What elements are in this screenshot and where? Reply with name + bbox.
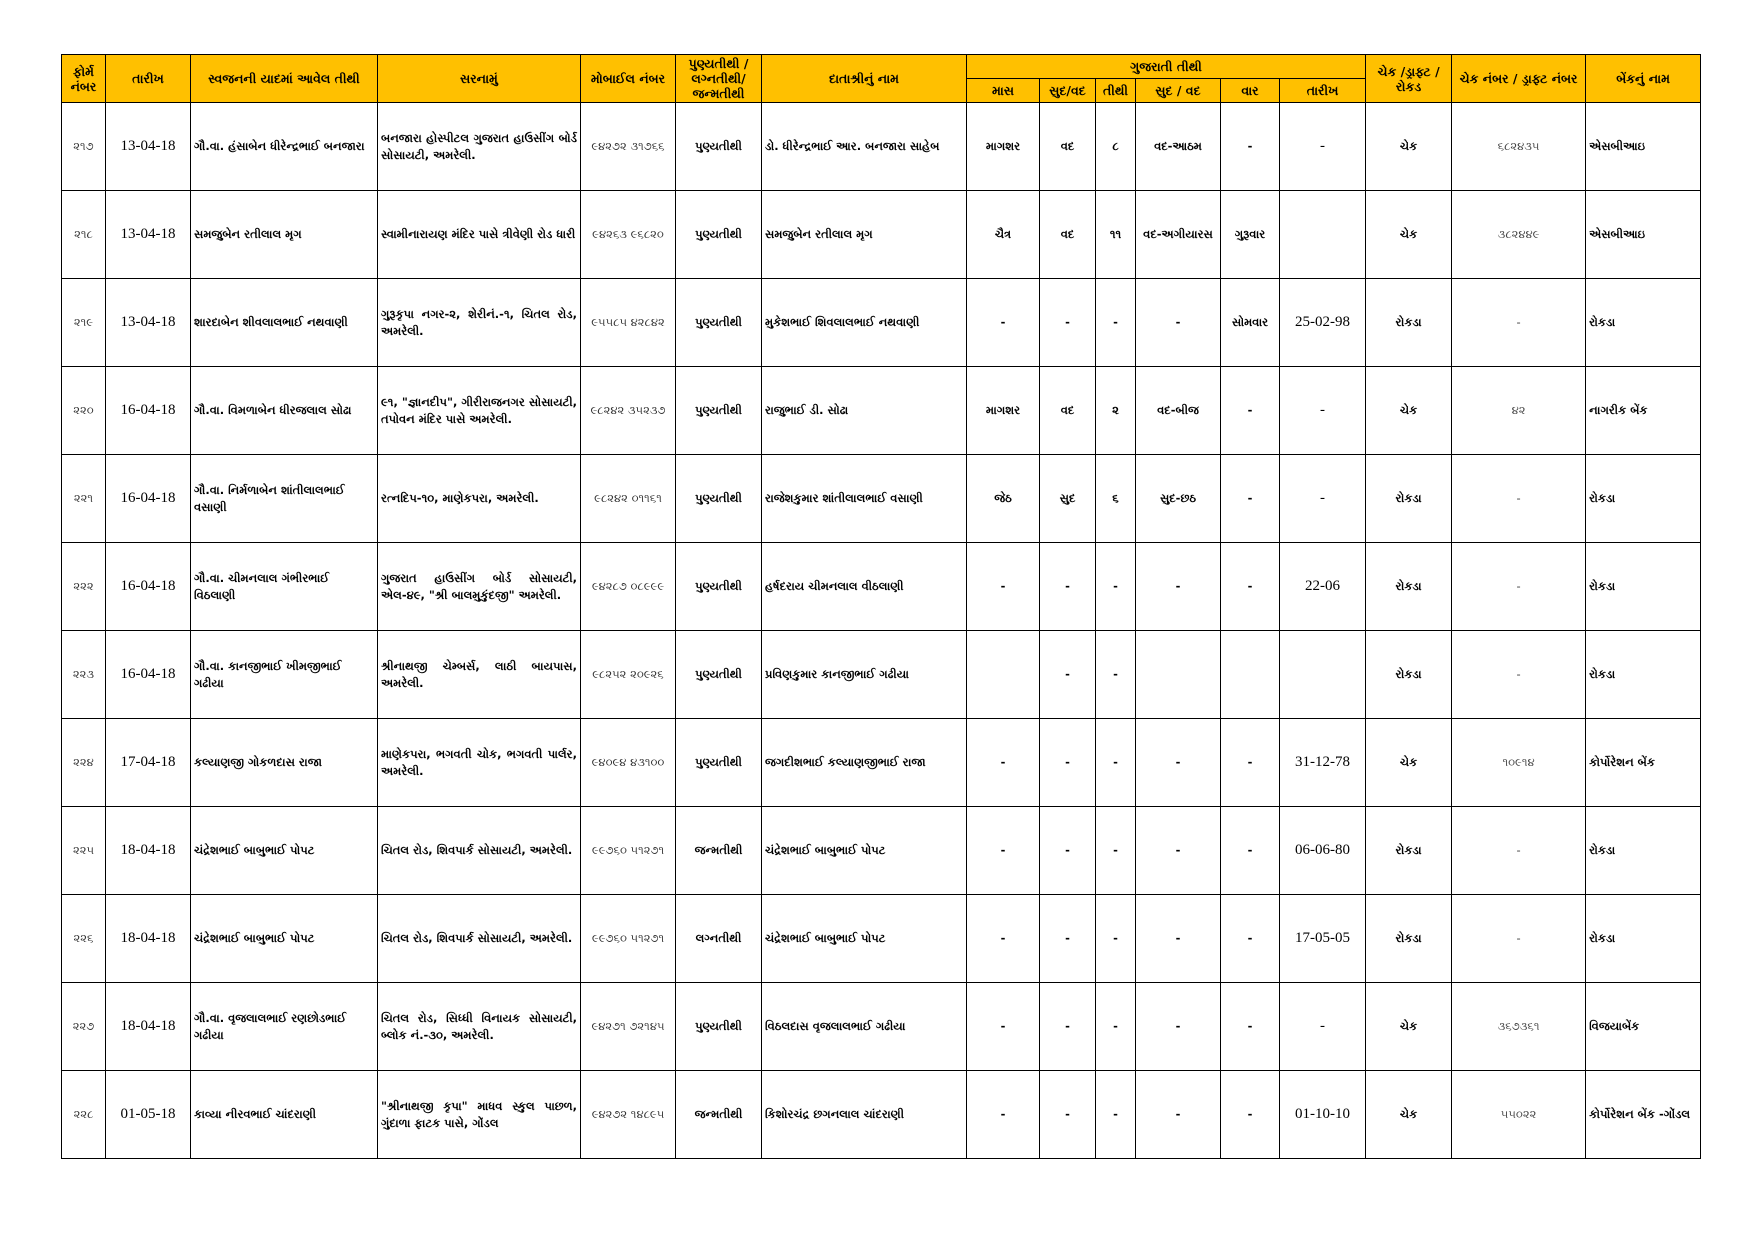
cell-donor-name: ચંદ્રેશભાઈ બાબુભાઈ પોપટ <box>762 807 967 895</box>
cell-occasion: જન્મતીથી <box>676 807 762 895</box>
cell-tithi: - <box>1096 631 1136 719</box>
table-body <box>62 103 1701 1159</box>
cell-address: "શ્રીનાથજી કૃપા" માધવ સ્કુલ પાછળ, ગુંદાળા ફાટક પાસે, ગોંડલ <box>378 1071 581 1159</box>
cell-mobile: ૯૪૨૭૨ ૩૧૭૬૬ <box>581 103 676 191</box>
cell-date: 13-04-18 <box>106 191 191 279</box>
header-address: સરનામું <box>378 55 581 103</box>
cell-sud-vad-text: - <box>1136 983 1221 1071</box>
cell-sud-vad: વદ <box>1040 367 1096 455</box>
cell-date: 16-04-18 <box>106 455 191 543</box>
cell-sud-vad-text: સુદ-છઠ <box>1136 455 1221 543</box>
header-gujarati-tithi: ગુજરાતી તીથી <box>967 55 1366 79</box>
cell-occasion: પુણ્યતીથી <box>676 279 762 367</box>
cell-sud-vad: - <box>1040 807 1096 895</box>
cell-weekday: - <box>1221 895 1280 983</box>
table-row <box>62 895 1701 983</box>
cell-month: - <box>967 719 1040 807</box>
cell-weekday: - <box>1221 983 1280 1071</box>
cell-weekday: - <box>1221 367 1280 455</box>
cell-form-no: ૨૨૭ <box>62 983 106 1071</box>
cell-occasion: પુણ્યતીથી <box>676 367 762 455</box>
cell-tithi: ૮ <box>1096 103 1136 191</box>
cell-mobile: ૯૪૦૯૪ ૪૩૧૦૦ <box>581 719 676 807</box>
cell-month: જેઠ <box>967 455 1040 543</box>
cell-month: - <box>967 1071 1040 1159</box>
cell-mobile: ૯૪૨૮૭ ૦૮૯૯૯ <box>581 543 676 631</box>
cell-address: ચિતલ રોડ, સિધ્ધી વિનાયક સોસાયટી, બ્લોક નં.-૩૦, અમરેલી. <box>378 983 581 1071</box>
cell-address: ૯૧, "જ્ઞાનદીપ", ગીરીરાજનગર સોસાયટી, તપોવન મંદિર પાસે અમરેલી. <box>378 367 581 455</box>
cell-sud-vad: - <box>1040 1071 1096 1159</box>
cell-donor-name: કિશોરચંદ્ર છગનલાલ ચાંદરાણી <box>762 1071 967 1159</box>
header-weekday: વાર <box>1221 79 1280 103</box>
cell-date: 13-04-18 <box>106 103 191 191</box>
cell-month: - <box>967 895 1040 983</box>
table-header <box>62 55 1701 103</box>
cell-donor-name: રાજુભાઈ ડી. સોઢા <box>762 367 967 455</box>
cell-sud-vad-text: - <box>1136 895 1221 983</box>
cell-payment-mode: રોકડા <box>1366 895 1452 983</box>
header-occasion: પુણ્યતીથી / લગ્નતીથી/ જન્મતીથી <box>676 55 762 103</box>
cell-sud-vad-text: વદ-અગીયારસ <box>1136 191 1221 279</box>
cell-date: 18-04-18 <box>106 983 191 1071</box>
cell-tithi: ૧૧ <box>1096 191 1136 279</box>
cell-donor-name: ડો. ધીરેન્દ્રભાઈ આર. બનજારા સાહેબ <box>762 103 967 191</box>
cell-bank-name: રોકડા <box>1586 543 1701 631</box>
cell-payment-mode: ચેક <box>1366 191 1452 279</box>
cell-weekday: સોમવાર <box>1221 279 1280 367</box>
donation-register-table <box>61 54 1701 1159</box>
cell-tithi-date: - <box>1280 455 1366 543</box>
cell-tithi: - <box>1096 807 1136 895</box>
cell-payment-mode: ચેક <box>1366 103 1452 191</box>
cell-memorial-name: કલ્યાણજી ગોકળદાસ રાજા <box>191 719 378 807</box>
cell-payment-mode: ચેક <box>1366 983 1452 1071</box>
cell-memorial-name: ગૌ.વા. હંસાબેન ધીરેન્દ્રભાઈ બનજારા <box>191 103 378 191</box>
cell-memorial-name: ગૌ.વા. કાનજીભાઈ ખીમજીભાઈ ગઢીયા <box>191 631 378 719</box>
header-cheque-no: ચેક નંબર / ડ્રાફ્ટ નંબર <box>1452 55 1586 103</box>
cell-date: 13-04-18 <box>106 279 191 367</box>
cell-month: - <box>967 543 1040 631</box>
cell-tithi-date: 01-10-10 <box>1280 1071 1366 1159</box>
table-row <box>62 367 1701 455</box>
cell-address: માણેકપરા, ભગવતી ચોક, ભગવતી પાર્લર, અમરેલી. <box>378 719 581 807</box>
cell-tithi: - <box>1096 543 1136 631</box>
cell-donor-name: મુકેશભાઈ શિવલાલભાઈ નથવાણી <box>762 279 967 367</box>
cell-form-no: ૨૨૬ <box>62 895 106 983</box>
cell-cheque-no: - <box>1452 807 1586 895</box>
header-memorial-tithi: સ્વજનની યાદમાં આવેલ તીથી <box>191 55 378 103</box>
cell-payment-mode: ચેક <box>1366 1071 1452 1159</box>
cell-address: ગુજરાત હાઉસીંગ બોર્ડ સોસાયટી, એલ-૪૯, "શ્રી બાલમુકુંદજી" અમરેલી. <box>378 543 581 631</box>
cell-occasion: જન્મતીથી <box>676 1071 762 1159</box>
header-payment-mode: ચેક /ડ્રાફ્ટ / રોકડ <box>1366 55 1452 103</box>
header-date: તારીખ <box>106 55 191 103</box>
cell-occasion: પુણ્યતીથી <box>676 631 762 719</box>
cell-weekday: - <box>1221 103 1280 191</box>
cell-sud-vad-text: - <box>1136 543 1221 631</box>
cell-occasion: પુણ્યતીથી <box>676 543 762 631</box>
cell-date: 16-04-18 <box>106 367 191 455</box>
cell-weekday: ગુરૂવાર <box>1221 191 1280 279</box>
cell-form-no: ૨૨૪ <box>62 719 106 807</box>
cell-tithi-date: 25-02-98 <box>1280 279 1366 367</box>
cell-month: ચૈત્ર <box>967 191 1040 279</box>
cell-cheque-no: ૩૬૭૩૬૧ <box>1452 983 1586 1071</box>
cell-tithi-date: - <box>1280 983 1366 1071</box>
cell-weekday: - <box>1221 455 1280 543</box>
cell-date: 18-04-18 <box>106 807 191 895</box>
cell-mobile: ૯૮૨૫૨ ૨૦૯૨૬ <box>581 631 676 719</box>
cell-address: ચિતલ રોડ, શિવપાર્ક સોસાયટી, અમરેલી. <box>378 807 581 895</box>
cell-sud-vad: - <box>1040 543 1096 631</box>
cell-address: ગુરૂકૃપા નગર-૨, શેરીનં.-૧, ચિતલ રોડ, અમરેલી. <box>378 279 581 367</box>
cell-payment-mode: રોકડા <box>1366 631 1452 719</box>
cell-cheque-no: ૫૫૦૨૨ <box>1452 1071 1586 1159</box>
cell-bank-name: વિજયાબેંક <box>1586 983 1701 1071</box>
cell-tithi: - <box>1096 895 1136 983</box>
cell-tithi: - <box>1096 719 1136 807</box>
cell-mobile: ૯૪૨૭૧ ૭૨૧૪૫ <box>581 983 676 1071</box>
cell-tithi-date: 17-05-05 <box>1280 895 1366 983</box>
cell-occasion: પુણ્યતીથી <box>676 719 762 807</box>
cell-sud-vad: વદ <box>1040 191 1096 279</box>
cell-cheque-no: - <box>1452 279 1586 367</box>
cell-payment-mode: ચેક <box>1366 367 1452 455</box>
cell-donor-name: વિઠલદાસ વૃજલાલભાઈ ગઢીયા <box>762 983 967 1071</box>
cell-sud-vad-text: - <box>1136 1071 1221 1159</box>
cell-tithi: - <box>1096 279 1136 367</box>
header-tithi-date: તારીખ <box>1280 79 1366 103</box>
cell-donor-name: હર્ષદરાય ચીમનલાલ વીઠલાણી <box>762 543 967 631</box>
cell-donor-name: ચંદ્રેશભાઈ બાબુભાઈ પોપટ <box>762 895 967 983</box>
header-donor-name: દાતાશ્રીનું નામ <box>762 55 967 103</box>
cell-memorial-name: ગૌ.વા. વૃજલાલભાઈ રણછોડભાઈ ગઢીયા <box>191 983 378 1071</box>
cell-memorial-name: ચંદ્રેશભાઈ બાબુભાઈ પોપટ <box>191 895 378 983</box>
cell-sud-vad-text: વદ-આઠમ <box>1136 103 1221 191</box>
cell-bank-name: રોકડા <box>1586 455 1701 543</box>
cell-bank-name: કોર્પોરેશન બેંક -ગોંડલ <box>1586 1071 1701 1159</box>
cell-cheque-no: - <box>1452 455 1586 543</box>
table-row <box>62 983 1701 1071</box>
cell-month <box>967 631 1040 719</box>
cell-payment-mode: રોકડા <box>1366 543 1452 631</box>
cell-cheque-no: - <box>1452 543 1586 631</box>
cell-sud-vad-text <box>1136 631 1221 719</box>
cell-form-no: ૨૨૩ <box>62 631 106 719</box>
header-form-no: ફોર્મ નંબર <box>62 55 106 103</box>
cell-form-no: ૨૨૮ <box>62 1071 106 1159</box>
cell-weekday <box>1221 631 1280 719</box>
cell-payment-mode: રોકડા <box>1366 455 1452 543</box>
cell-tithi: - <box>1096 983 1136 1071</box>
cell-bank-name: એસબીઆઇ <box>1586 191 1701 279</box>
cell-cheque-no: ૪૨ <box>1452 367 1586 455</box>
cell-mobile: ૯૮૨૪૨ ૩૫૨૩૭ <box>581 367 676 455</box>
cell-donor-name: જગદીશભાઈ કલ્યાણજીભાઈ રાજા <box>762 719 967 807</box>
cell-bank-name: નાગરીક બેંક <box>1586 367 1701 455</box>
cell-date: 18-04-18 <box>106 895 191 983</box>
cell-bank-name: રોકડા <box>1586 279 1701 367</box>
cell-payment-mode: ચેક <box>1366 719 1452 807</box>
header-bank-name: બેંકનું નામ <box>1586 55 1701 103</box>
cell-form-no: ૨૧૯ <box>62 279 106 367</box>
cell-memorial-name: ગૌ.વા. ચીમનલાલ ગંભીરભાઈ વિઠલાણી <box>191 543 378 631</box>
table-row <box>62 1071 1701 1159</box>
cell-memorial-name: સમજુબેન રતીલાલ મૃગ <box>191 191 378 279</box>
cell-cheque-no: - <box>1452 631 1586 719</box>
cell-bank-name: રોકડા <box>1586 895 1701 983</box>
cell-memorial-name: કાવ્યા નીરવભાઈ ચાંદરાણી <box>191 1071 378 1159</box>
cell-memorial-name: ગૌ.વા. નિર્મળાબેન શાંતીલાલભાઈ વસાણી <box>191 455 378 543</box>
cell-sud-vad-text: વદ-બીજ <box>1136 367 1221 455</box>
table-row <box>62 455 1701 543</box>
cell-tithi-date: 22-06 <box>1280 543 1366 631</box>
cell-tithi: ૨ <box>1096 367 1136 455</box>
cell-cheque-no: - <box>1452 895 1586 983</box>
cell-form-no: ૨૨૧ <box>62 455 106 543</box>
cell-address: શ્રીનાથજી ચેમ્બર્સ, લાઠી બાયપાસ, અમરેલી. <box>378 631 581 719</box>
cell-sud-vad-text: - <box>1136 807 1221 895</box>
cell-occasion: લગ્નતીથી <box>676 895 762 983</box>
cell-form-no: ૨૨૫ <box>62 807 106 895</box>
cell-bank-name: રોકડા <box>1586 631 1701 719</box>
cell-mobile: ૯૯૭૬૦ ૫૧૨૭૧ <box>581 895 676 983</box>
cell-tithi-date <box>1280 191 1366 279</box>
cell-address: રત્નદિપ-૧૦, માણેકપરા, અમરેલી. <box>378 455 581 543</box>
table-row <box>62 719 1701 807</box>
cell-month: - <box>967 279 1040 367</box>
cell-sud-vad: - <box>1040 631 1096 719</box>
cell-bank-name: કોર્પોરેશન બેંક <box>1586 719 1701 807</box>
cell-donor-name: પ્રવિણકુમાર કાનજીભાઈ ગઢીયા <box>762 631 967 719</box>
cell-mobile: ૯૯૭૬૦ ૫૧૨૭૧ <box>581 807 676 895</box>
cell-payment-mode: રોકડા <box>1366 807 1452 895</box>
cell-sud-vad-text: - <box>1136 719 1221 807</box>
table-row <box>62 631 1701 719</box>
table-row <box>62 807 1701 895</box>
cell-occasion: પુણ્યતીથી <box>676 983 762 1071</box>
cell-occasion: પુણ્યતીથી <box>676 455 762 543</box>
cell-date: 17-04-18 <box>106 719 191 807</box>
cell-bank-name: એસબીઆઇ <box>1586 103 1701 191</box>
table-row <box>62 543 1701 631</box>
cell-date: 16-04-18 <box>106 543 191 631</box>
cell-sud-vad: - <box>1040 983 1096 1071</box>
cell-weekday: - <box>1221 807 1280 895</box>
cell-donor-name: રાજેશકુમાર શાંતીલાલભાઈ વસાણી <box>762 455 967 543</box>
cell-cheque-no: ૬૮૨૪૩૫ <box>1452 103 1586 191</box>
table-row <box>62 279 1701 367</box>
cell-tithi: - <box>1096 1071 1136 1159</box>
cell-sud-vad: સુદ <box>1040 455 1096 543</box>
cell-mobile: ૯૫૫૮૫ ૪૨૮૪૨ <box>581 279 676 367</box>
cell-address: બનજારા હોસ્પીટલ ગુજરાત હાઉસીંગ બોર્ડ સોસાયટી, અમરેલી. <box>378 103 581 191</box>
cell-sud-vad-text: - <box>1136 279 1221 367</box>
cell-memorial-name: શારદાબેન શીવલાલભાઈ નથવાણી <box>191 279 378 367</box>
cell-mobile: ૯૮૨૪૨ ૦૧૧૬૧ <box>581 455 676 543</box>
cell-tithi: ૬ <box>1096 455 1136 543</box>
cell-month: માગશર <box>967 103 1040 191</box>
table-row <box>62 103 1701 191</box>
cell-sud-vad: - <box>1040 895 1096 983</box>
header-month: માસ <box>967 79 1040 103</box>
cell-occasion: પુણ્યતીથી <box>676 103 762 191</box>
cell-weekday: - <box>1221 719 1280 807</box>
cell-tithi-date: - <box>1280 367 1366 455</box>
cell-form-no: ૨૨૨ <box>62 543 106 631</box>
cell-month: - <box>967 983 1040 1071</box>
cell-payment-mode: રોકડા <box>1366 279 1452 367</box>
cell-tithi-date: 31-12-78 <box>1280 719 1366 807</box>
cell-form-no: ૨૧૭ <box>62 103 106 191</box>
cell-tithi-date: - <box>1280 103 1366 191</box>
cell-mobile: ૯૪૨૭૨ ૧૪૮૯૫ <box>581 1071 676 1159</box>
cell-address: સ્વામીનારાયણ મંદિર પાસે ત્રીવેણી રોડ ધારી <box>378 191 581 279</box>
cell-form-no: ૨૨૦ <box>62 367 106 455</box>
header-sud-vad: સુદ/વદ <box>1040 79 1096 103</box>
cell-sud-vad: - <box>1040 719 1096 807</box>
cell-cheque-no: ૧૦૯૧૪ <box>1452 719 1586 807</box>
cell-donor-name: સમજુબેન રતીલાલ મૃગ <box>762 191 967 279</box>
header-tithi: તીથી <box>1096 79 1136 103</box>
cell-date: 01-05-18 <box>106 1071 191 1159</box>
cell-tithi-date <box>1280 631 1366 719</box>
cell-cheque-no: ૩૮૨૪૪૯ <box>1452 191 1586 279</box>
cell-month: માગશર <box>967 367 1040 455</box>
cell-tithi-date: 06-06-80 <box>1280 807 1366 895</box>
table-row <box>62 191 1701 279</box>
cell-memorial-name: ગૌ.વા. વિમળાબેન ધીરજલાલ સોઢા <box>191 367 378 455</box>
cell-month: - <box>967 807 1040 895</box>
header-mobile: મોબાઈલ નંબર <box>581 55 676 103</box>
cell-form-no: ૨૧૮ <box>62 191 106 279</box>
cell-weekday: - <box>1221 543 1280 631</box>
cell-memorial-name: ચંદ્રેશભાઈ બાબુભાઈ પોપટ <box>191 807 378 895</box>
cell-occasion: પુણ્યતીથી <box>676 191 762 279</box>
header-sud-vad-text: સુદ / વદ <box>1136 79 1221 103</box>
cell-bank-name: રોકડા <box>1586 807 1701 895</box>
cell-mobile: ૯૪૨૬૩ ૯૬૮૨૦ <box>581 191 676 279</box>
cell-sud-vad: - <box>1040 279 1096 367</box>
cell-sud-vad: વદ <box>1040 103 1096 191</box>
cell-date: 16-04-18 <box>106 631 191 719</box>
cell-address: ચિતલ રોડ, શિવપાર્ક સોસાયટી, અમરેલી. <box>378 895 581 983</box>
cell-weekday: - <box>1221 1071 1280 1159</box>
